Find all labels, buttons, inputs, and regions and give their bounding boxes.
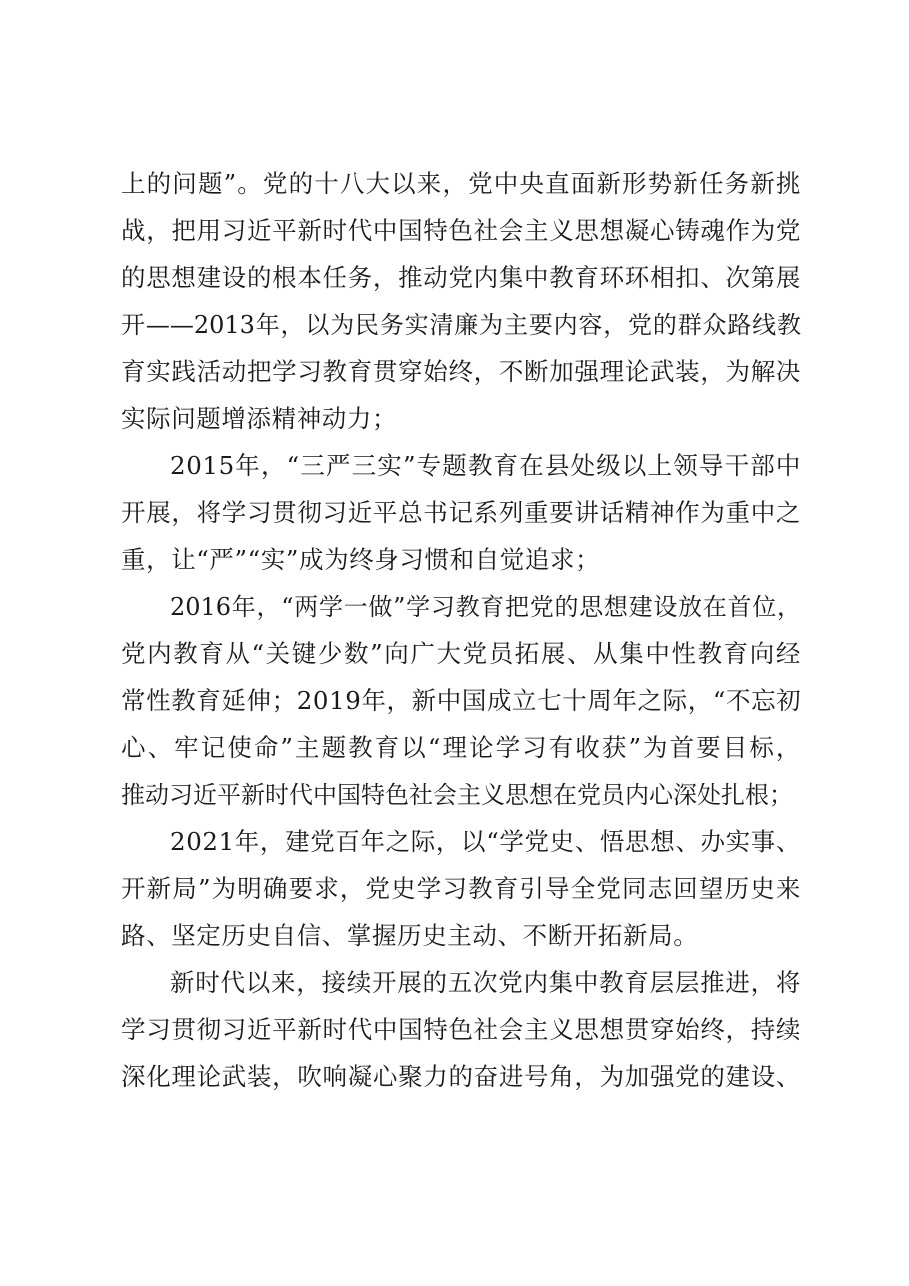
paragraph-line: 党内教育从“关键少数”向广大党员拓展、从集中性教育向经 — [121, 639, 801, 668]
paragraph-line: 育实践活动把学习教育贯穿始终，不断加强理论武装，为解决 — [121, 357, 801, 386]
paragraph-line: 路、坚定历史自信、掌握历史主动、不断开拓新局。 — [121, 921, 699, 950]
paragraph-line: 上的问题”。党的十八大以来，党中央直面新形势新任务新挑 — [121, 169, 801, 198]
paragraph-line: 重，让“严”“实”成为终身习惯和自觉追求； — [121, 545, 601, 574]
paragraph-line: 常性教育延伸；2019年，新中国成立七十周年之际，“不忘初 — [121, 686, 802, 715]
paragraph-line: 学习贯彻习近平新时代中国特色社会主义思想贯穿始终，持续 — [121, 1015, 801, 1044]
paragraph-line: 推动习近平新时代中国特色社会主义思想在党员内心深处扎根； — [121, 781, 793, 809]
paragraph-line: 2016年，“两学一做”学习教育把党的思想建设放在首位， — [170, 593, 801, 621]
paragraph-line: 心、牢记使命”主题教育以“理论学习有收获”为首要目标， — [121, 733, 801, 762]
paragraph-line: 开——2013年，以为民务实清廉为主要内容，党的群众路线教 — [121, 311, 801, 339]
paragraph-line: 深化理论武装，吹响凝心聚力的奋进号角，为加强党的建设、 — [121, 1062, 801, 1091]
paragraph-line: 2015年，“三严三实”专题教育在县处级以上领导干部中 — [170, 451, 801, 480]
paragraph-line: 开展，将学习贯彻习近平总书记系列重要讲话精神作为重中之 — [121, 498, 801, 527]
paragraph-line: 战，把用习近平新时代中国特色社会主义思想凝心铸魂作为党 — [121, 216, 801, 245]
paragraph-line: 的思想建设的根本任务，推动党内集中教育环环相扣、次第展 — [121, 263, 801, 292]
paragraph-line: 实际问题增添精神动力； — [121, 404, 398, 433]
paragraph-line: 2021年，建党百年之际，以“学党史、悟思想、办实事、 — [170, 827, 801, 856]
paragraph-line: 新时代以来，接续开展的五次党内集中教育层层推进，将 — [170, 968, 801, 997]
paragraph-line: 开新局”为明确要求，党史学习教育引导全党同志回望历史来 — [121, 874, 801, 903]
